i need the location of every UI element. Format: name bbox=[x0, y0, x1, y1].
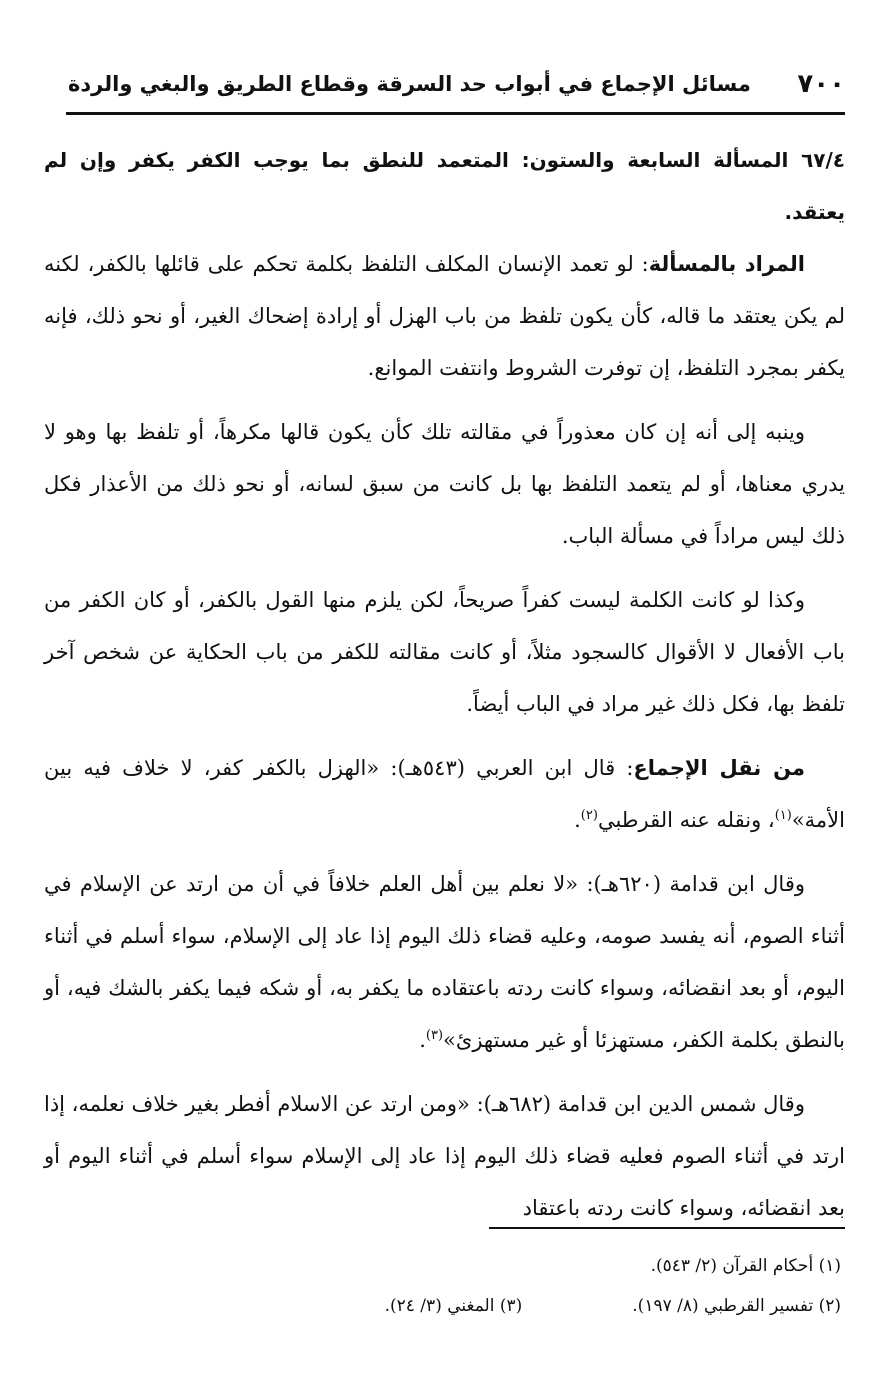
paragraph-ibn-qudama bbox=[44, 858, 845, 1066]
consensus-text-2: ، ونقله عنه القرطبي bbox=[597, 808, 775, 832]
paragraph-definition bbox=[44, 238, 845, 394]
ibn-qudama-text: وقال ابن قدامة (٦٢٠هـ): «لا نعلم بين أهل العلم خلافاً في أن من ارتد عن الإسلام في أثناء الصوم، أنه يفسد صومه، وعليه قضاء ذلك اليوم إذا عاد إلى الإسلام، سواء أسلم في أثناء اليوم، أو بعد انقضائه، وسواء كانت ردته باعتقاده ما يكفر به، أو شكه فيما يكفر بالشك فيه، أو بالنطق بكلمة الكفر، مستهزئا أو غير مستهزئ» bbox=[44, 872, 845, 1052]
paragraph-consensus bbox=[44, 742, 845, 846]
footnotes bbox=[60, 1246, 841, 1326]
footnote-3: (٣) المغني (٣/ ٢٤). bbox=[384, 1296, 523, 1316]
footnote-row bbox=[60, 1246, 841, 1286]
consensus-text: : قال ابن العربي (٥٤٣هـ): «الهزل بالكفر كفر، لا خلاف فيه بين الأمة» bbox=[44, 756, 845, 832]
issue-heading: ٦٧/٤ المسألة السابعة والستون: المتعمد للنطق بما يوجب الكفر يكفر وإن لم يعتقد. bbox=[44, 148, 845, 224]
consensus-label: من نقل الإجماع bbox=[633, 756, 805, 780]
footnote-2: (٢) تفسير القرطبي (٨/ ١٩٧). bbox=[632, 1296, 841, 1316]
footnote-ref-3[interactable]: (٣) bbox=[425, 1028, 444, 1043]
running-header bbox=[68, 62, 845, 106]
paragraph-shams-ad-din: وقال شمس الدين ابن قدامة (٦٨٢هـ): «ومن ارتد عن الاسلام أفطر بغير خلاف نعلمه، إذا ارتد في أثناء الصوم فعليه قضاء ذلك اليوم إذا عاد إلى الإسلام سواء أسلم في أثناء اليوم أو بعد انقضائه، وسواء كانت ردته باعتقاد bbox=[43, 1092, 845, 1220]
footnote-rule bbox=[489, 1227, 845, 1229]
running-header-title: مسائل الإجماع في أبواب حد السرقة وقطاع الطريق والبغي والردة bbox=[68, 72, 751, 96]
paragraph-non-explicit: وكذا لو كانت الكلمة ليست كفراً صريحاً، لكن يلزم منها القول بالكفر، أو كان الكفر من باب الأفعال لا الأقوال كالسجود مثلاً، أو كانت مقالته للكفر من باب الحكاية عن شخص آخر تلفظ بها، فكل ذلك غير مراد في الباب أيضاً. bbox=[44, 588, 845, 716]
footnote-ref-1[interactable]: (١) bbox=[774, 808, 792, 823]
ibn-qudama-end: . bbox=[419, 1028, 426, 1052]
definition-label: المراد بالمسألة bbox=[648, 252, 805, 276]
consensus-end: . bbox=[574, 808, 581, 832]
footnote-ref-2[interactable]: (٢) bbox=[580, 808, 598, 823]
page-number: ٧٠٠ bbox=[797, 69, 845, 99]
footnote-row bbox=[60, 1286, 841, 1326]
definition-text: : لو تعمد الإنسان المكلف التلفظ بكلمة تحكم على قائلها بالكفر، لكنه لم يكن يعتقد ما قاله، كأن يكون تلفظ من باب الهزل أو إرادة إضحاك الغير، أو نحو ذلك، فإنه يكفر بمجرد التلفظ، إن توفرت الشروط وانتفت الموانع. bbox=[44, 252, 845, 380]
header-rule bbox=[66, 112, 845, 115]
main-text bbox=[44, 134, 845, 1234]
paragraph-exclusions: وينبه إلى أنه إن كان معذوراً في مقالته تلك كأن يكون قالها مكرهاً، أو تلفظ بها وهو لا يدري معناها، أو لم يتعمد التلفظ بها بل كانت من سبق لسانه، أو نحو ذلك من الأعذار فكل ذلك ليس مراداً في مسألة الباب. bbox=[44, 420, 845, 548]
footnote-1: (١) أحكام القرآن (٢/ ٥٤٣). bbox=[650, 1256, 841, 1276]
